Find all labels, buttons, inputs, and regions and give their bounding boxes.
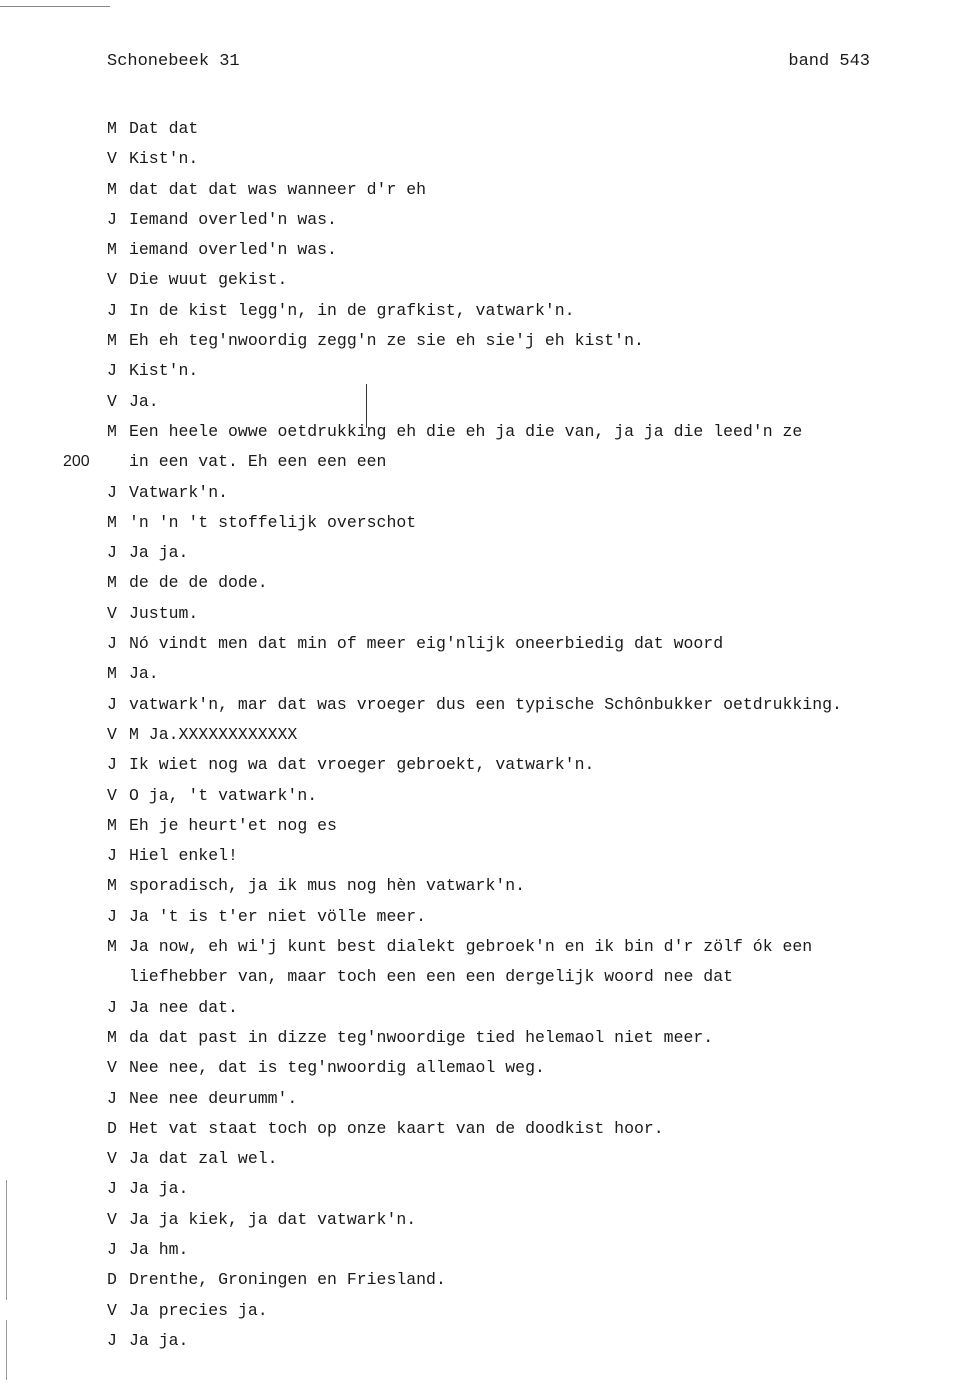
speaker-label: V (107, 785, 117, 805)
transcript-line (107, 932, 907, 962)
speaker-label: M (107, 179, 117, 199)
utterance-text: Eh je heurt'et nog es (129, 815, 337, 835)
utterance-text: da dat past in dizze teg'nwoordige tied helemaol niet meer. (129, 1027, 714, 1047)
transcript-line (107, 144, 907, 174)
transcript-line (107, 750, 907, 780)
speaker-label: M (107, 421, 117, 441)
speaker-label: J (107, 1088, 117, 1108)
utterance-text: 'n 'n 't stoffelijk overschot (129, 512, 417, 532)
utterance-text: Eh eh teg'nwoordig zegg'n ze sie eh sie'j eh kist'n. (129, 331, 644, 351)
utterance-text: Ja. (129, 664, 159, 684)
line-number: 200 (63, 453, 90, 471)
speaker-label: V (107, 1149, 117, 1169)
utterance-text: Nee nee, dat is teg'nwoordig allemaol weg. (129, 1058, 545, 1078)
transcript-line (107, 811, 907, 841)
transcript-line (107, 1084, 907, 1114)
utterance-text: Ja dat zal wel. (129, 1149, 278, 1169)
utterance-text: Ja precies ja. (129, 1300, 268, 1320)
transcript-line (107, 1053, 907, 1083)
header-title: Schonebeek 31 (107, 52, 240, 71)
utterance-text: Het vat staat toch op onze kaart van de doodkist hoor. (129, 1118, 664, 1138)
transcript-line (107, 1326, 907, 1356)
transcript-line (107, 1144, 907, 1174)
speaker-label: J (107, 846, 117, 866)
utterance-text: O ja, 't vatwark'n. (129, 785, 318, 805)
transcript-line (107, 690, 907, 720)
utterance-text: Ja hm. (129, 1239, 189, 1259)
utterance-text: Iemand overled'n was. (129, 209, 337, 229)
speaker-label: V (107, 270, 117, 290)
speaker-label: M (107, 815, 117, 835)
speaker-label: J (107, 543, 117, 563)
speaker-label: M (107, 573, 117, 593)
transcript-line (107, 629, 907, 659)
transcript-line (107, 993, 907, 1023)
utterance-text: Ja nee dat. (129, 997, 238, 1017)
utterance-text: Kist'n. (129, 361, 199, 381)
utterance-text: Ja. (129, 391, 159, 411)
utterance-text: Ja ja kiek, ja dat vatwark'n. (129, 1209, 417, 1229)
utterance-text: Dat dat (129, 119, 199, 138)
utterance-text: Die wuut gekist. (129, 270, 288, 290)
speaker-label: V (107, 149, 117, 169)
speaker-label: J (107, 1239, 117, 1259)
speaker-label: D (107, 1118, 117, 1138)
transcript-line (107, 902, 907, 932)
speaker-label: V (107, 724, 117, 744)
transcript-line (107, 417, 907, 447)
transcript-line (107, 568, 907, 598)
speaker-label: M (107, 512, 117, 532)
utterance-text: Ik wiet nog wa dat vroeger gebroekt, vatwark'n. (129, 755, 595, 775)
speaker-label: J (107, 997, 117, 1017)
transcript-line (107, 296, 907, 326)
utterance-text: liefhebber van, maar toch een een een dergelijk woord nee dat (129, 967, 733, 987)
transcript-line (107, 356, 907, 386)
utterance-text: Hiel enkel! (129, 846, 238, 866)
transcript-line (107, 1265, 907, 1295)
transcript-line (107, 871, 907, 901)
transcript-line (107, 387, 907, 417)
transcript-line (107, 478, 907, 508)
speaker-label: D (107, 1270, 117, 1290)
transcript-line (107, 205, 907, 235)
transcript-line (107, 841, 907, 871)
speaker-label: J (107, 1330, 117, 1350)
top-scan-rule (0, 6, 110, 7)
transcript-line (107, 1205, 907, 1235)
transcript-line (107, 1296, 907, 1326)
speaker-label: M (107, 119, 117, 138)
speaker-label: J (107, 634, 117, 654)
speaker-label: V (107, 1209, 117, 1229)
speaker-label: J (107, 300, 117, 320)
transcript-line (63, 447, 907, 477)
transcript-line (107, 659, 907, 689)
speaker-label: V (107, 603, 117, 623)
utterance-text: M Ja.XXXXXXXXXXXX (129, 724, 298, 744)
transcript-line (107, 175, 907, 205)
speaker-label: M (107, 331, 117, 351)
speaker-label: M (107, 1027, 117, 1047)
speaker-label: M (107, 240, 117, 260)
transcript-line (107, 114, 907, 144)
speaker-label: M (107, 664, 117, 684)
left-margin-mark (6, 1180, 7, 1300)
utterance-text: in een vat. Eh een een een (129, 452, 387, 472)
utterance-text: Justum. (129, 603, 199, 623)
utterance-text: In de kist legg'n, in de grafkist, vatwark'n. (129, 300, 575, 320)
transcript-line (107, 326, 907, 356)
speaker-label: J (107, 361, 117, 381)
speaker-label: M (107, 937, 117, 957)
speaker-label: V (107, 1058, 117, 1078)
speaker-label: J (107, 1179, 117, 1199)
speaker-label: J (107, 906, 117, 926)
transcript-line (107, 1174, 907, 1204)
transcript-line (107, 235, 907, 265)
utterance-text: Een heele owwe oetdrukking eh die eh ja die van, ja ja die leed'n ze (129, 421, 803, 441)
transcript-line (107, 1114, 907, 1144)
utterance-text: Nó vindt men dat min of meer eig'nlijk oneerbiedig dat woord (129, 634, 724, 654)
page-header (107, 52, 870, 78)
utterance-text: Nee nee deurumm'. (129, 1088, 298, 1108)
utterance-text: vatwark'n, mar dat was vroeger dus een typische Schônbukker oetdrukking. (129, 694, 842, 714)
transcript-line (107, 720, 907, 750)
utterance-text: sporadisch, ja ik mus nog hèn vatwark'n. (129, 876, 526, 896)
speaker-label: V (107, 391, 117, 411)
utterance-text: Ja 't is t'er niet völle meer. (129, 906, 427, 926)
transcript-line (107, 265, 907, 295)
transcript-line (107, 1235, 907, 1265)
transcript-line (107, 1023, 907, 1053)
transcript-line (107, 781, 907, 811)
utterance-text: Ja ja. (129, 1179, 189, 1199)
speaker-label: J (107, 755, 117, 775)
utterance-text: de de de dode. (129, 573, 268, 593)
utterance-text: dat dat dat was wanneer d'r eh (129, 179, 427, 199)
utterance-text: Kist'n. (129, 149, 199, 169)
utterance-text: Ja now, eh wi'j kunt best dialekt gebroek'n en ik bin d'r zölf ók een (129, 937, 813, 957)
speaker-label: M (107, 876, 117, 896)
speaker-label: J (107, 482, 117, 502)
transcript (63, 114, 907, 1356)
utterance-text: Ja ja. (129, 543, 189, 563)
utterance-text: iemand overled'n was. (129, 240, 337, 260)
utterance-text: Drenthe, Groningen en Friesland. (129, 1270, 446, 1290)
speaker-label: V (107, 1300, 117, 1320)
left-margin-mark-lower (6, 1320, 7, 1380)
speaker-label: J (107, 694, 117, 714)
transcript-line (107, 538, 907, 568)
transcript-line (107, 508, 907, 538)
utterance-text: Vatwark'n. (129, 482, 229, 502)
speaker-label: J (107, 209, 117, 229)
utterance-text: Ja ja. (129, 1330, 189, 1350)
transcript-line (107, 962, 907, 992)
header-tape-number: band 543 (788, 52, 870, 71)
transcript-line (107, 599, 907, 629)
